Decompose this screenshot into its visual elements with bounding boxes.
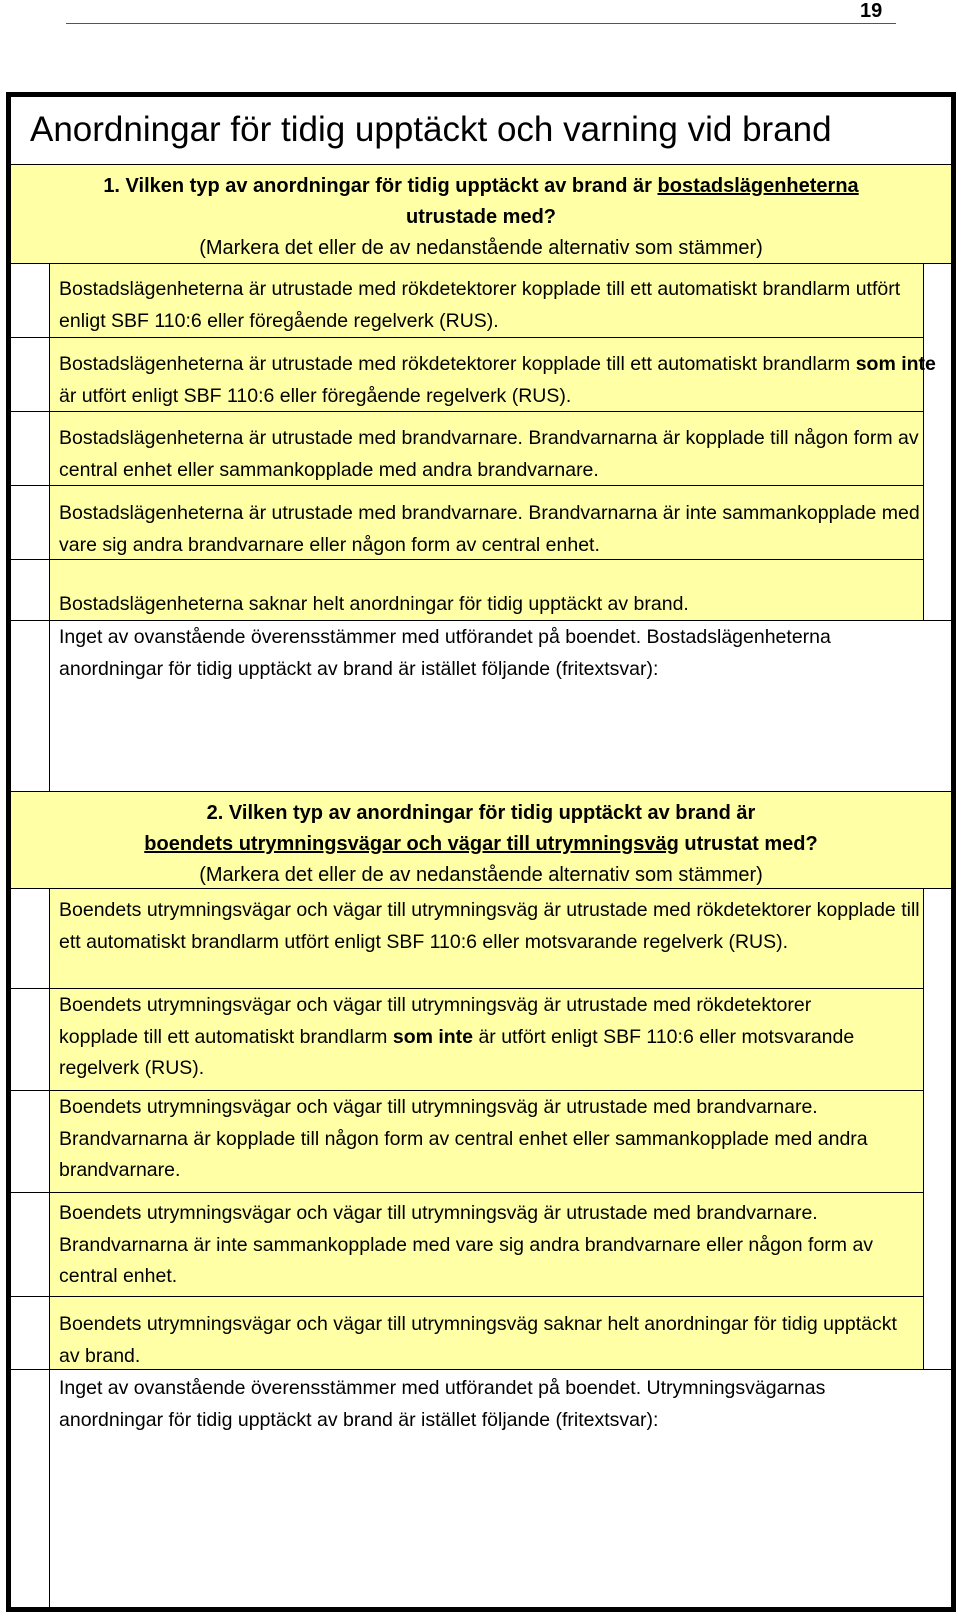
q2-option-2-pre: Boendets utrymningsvägar och vägar till utrymningsväg är utrustade med rökdetektorer kopplade till ett automatiskt brandlarm [59,994,812,1048]
q1-heading-underlined: bostadslägenheterna [657,175,859,197]
q1-option-2-post: är utfört enligt SBF 110:6 eller föregående regelverk (RUS). [59,384,572,407]
q1-option-6-checkbox[interactable] [11,621,49,791]
q1-option-4-text: Bostadslägenheterna är utrustade med brandvarnare. Brandvarnarna är inte sammankopplade med vare sig andra brandvarnare eller någon form av central enhet. [59,502,920,556]
q2-option-5-text: Boendets utrymningsvägar och vägar till utrymningsväg saknar helt anordningar för tidig upptäckt av brand. [59,1313,897,1367]
q1-option-1-text: Bostadslägenheterna är utrustade med rökdetektorer kopplade till ett automatiskt brandlarm utfört enligt SBF 110:6 eller föregående regelverk (RUS). [59,278,901,332]
q1-option-2-bold: som inte [855,353,936,375]
q2-option-3-text: Boendets utrymningsvägar och vägar till utrymningsväg är utrustade med brandvarnare. Brandvarnarna är kopplade till någon form av central enhet eller sammankopplade med andra brandvarnare. [59,1096,868,1181]
q1-option-5-checkbox[interactable] [11,560,49,620]
divider [11,988,923,989]
q1-heading-line2 [11,206,951,229]
q1-heading [11,175,951,198]
q1-option-2-checkbox[interactable] [11,338,49,411]
divider [11,1090,923,1091]
divider [11,1296,923,1297]
page-number: 19 [860,0,883,22]
q2-option-4-checkbox[interactable] [11,1193,49,1296]
q2-option-2-post: är utfört enligt SBF 110:6 eller motsvarande regelverk (RUS). [59,1025,855,1079]
q1-option-4-checkbox[interactable] [11,486,49,559]
q1-option-1-checkbox[interactable] [11,264,49,337]
q2-option-4-text: Boendets utrymningsvägar och vägar till utrymningsväg är utrustade med brandvarnare. Brandvarnarna är inte sammankopplade med vare sig andra brandvarnare eller någon form av central enhet. [59,1202,874,1287]
divider [11,263,951,264]
q2-heading-suffix: utrustat med? [678,833,818,855]
q2-heading-line2 [11,833,951,856]
q2-option-2-bold: som inte [392,1025,474,1048]
q1-heading-prefix: 1. Vilken typ av anordningar för tidig upptäckt av brand är [103,175,658,197]
q2-option-6-text: Inget av ovanstående överensstämmer med utförandet på boendet. Utrymningsvägarnas anordningar för tidig upptäckt av brand är istället följande (fritextsvar): [59,1377,826,1431]
q2-option-2-checkbox[interactable] [11,989,49,1090]
q2-heading-line1-text: 2. Vilken typ av anordningar för tidig upptäckt av brand är [206,802,756,824]
q2-instruction: (Markera det eller de av nedanstående alternativ som stämmer) [199,864,763,886]
q1-option-6-text: Inget av ovanstående överensstämmer med utförandet på boendet. Bostadslägenheterna anordningar för tidig upptäckt av brand är istället följande (fritextsvar): [59,626,831,680]
q2-heading-line1 [11,802,951,825]
q1-checkbox-column-line [49,264,50,791]
divider [11,888,951,889]
q1-option-5-text: Bostadslägenheterna saknar helt anordningar för tidig upptäckt av brand. [59,593,689,615]
q2-right-line [923,889,924,1369]
q1-heading-line2-text: utrustade med? [405,206,557,228]
q2-option-1-checkbox[interactable] [11,889,49,988]
q2-option-3-checkbox[interactable] [11,1091,49,1192]
q2-checkbox-column-line [49,889,50,1611]
q2-option-2-text [59,990,859,1085]
page-title: Anordningar för tidig upptäckt och varning vid brand [30,110,832,149]
q1-option-2-text [59,349,939,412]
q2-heading-underlined: boendets utrymningsvägar och vägar till utrymningsväg [144,833,679,855]
q1-instruction: (Markera det eller de av nedanstående alternativ som stämmer) [199,237,763,259]
divider [49,337,923,338]
divider [11,1192,923,1193]
q2-option-5-checkbox[interactable] [11,1297,49,1369]
header-rule [66,23,896,24]
q1-option-2-pre: Bostadslägenheterna är utrustade med rökdetektorer kopplade till ett automatiskt brandlarm [59,353,856,375]
q2-option-1-text: Boendets utrymningsvägar och vägar till utrymningsväg är utrustade med rökdetektorer kopplade till ett automatiskt brandlarm utfört enligt SBF 110:6 eller motsvarande regelverk (RUS). [59,899,920,953]
q2-option-6-checkbox[interactable] [11,1370,49,1610]
q1-option-3-checkbox[interactable] [11,412,49,485]
q1-option-3-text: Bostadslägenheterna är utrustade med brandvarnare. Brandvarnarna är kopplade till någon form av central enhet eller sammankopplade med andra brandvarnare. [59,427,919,481]
